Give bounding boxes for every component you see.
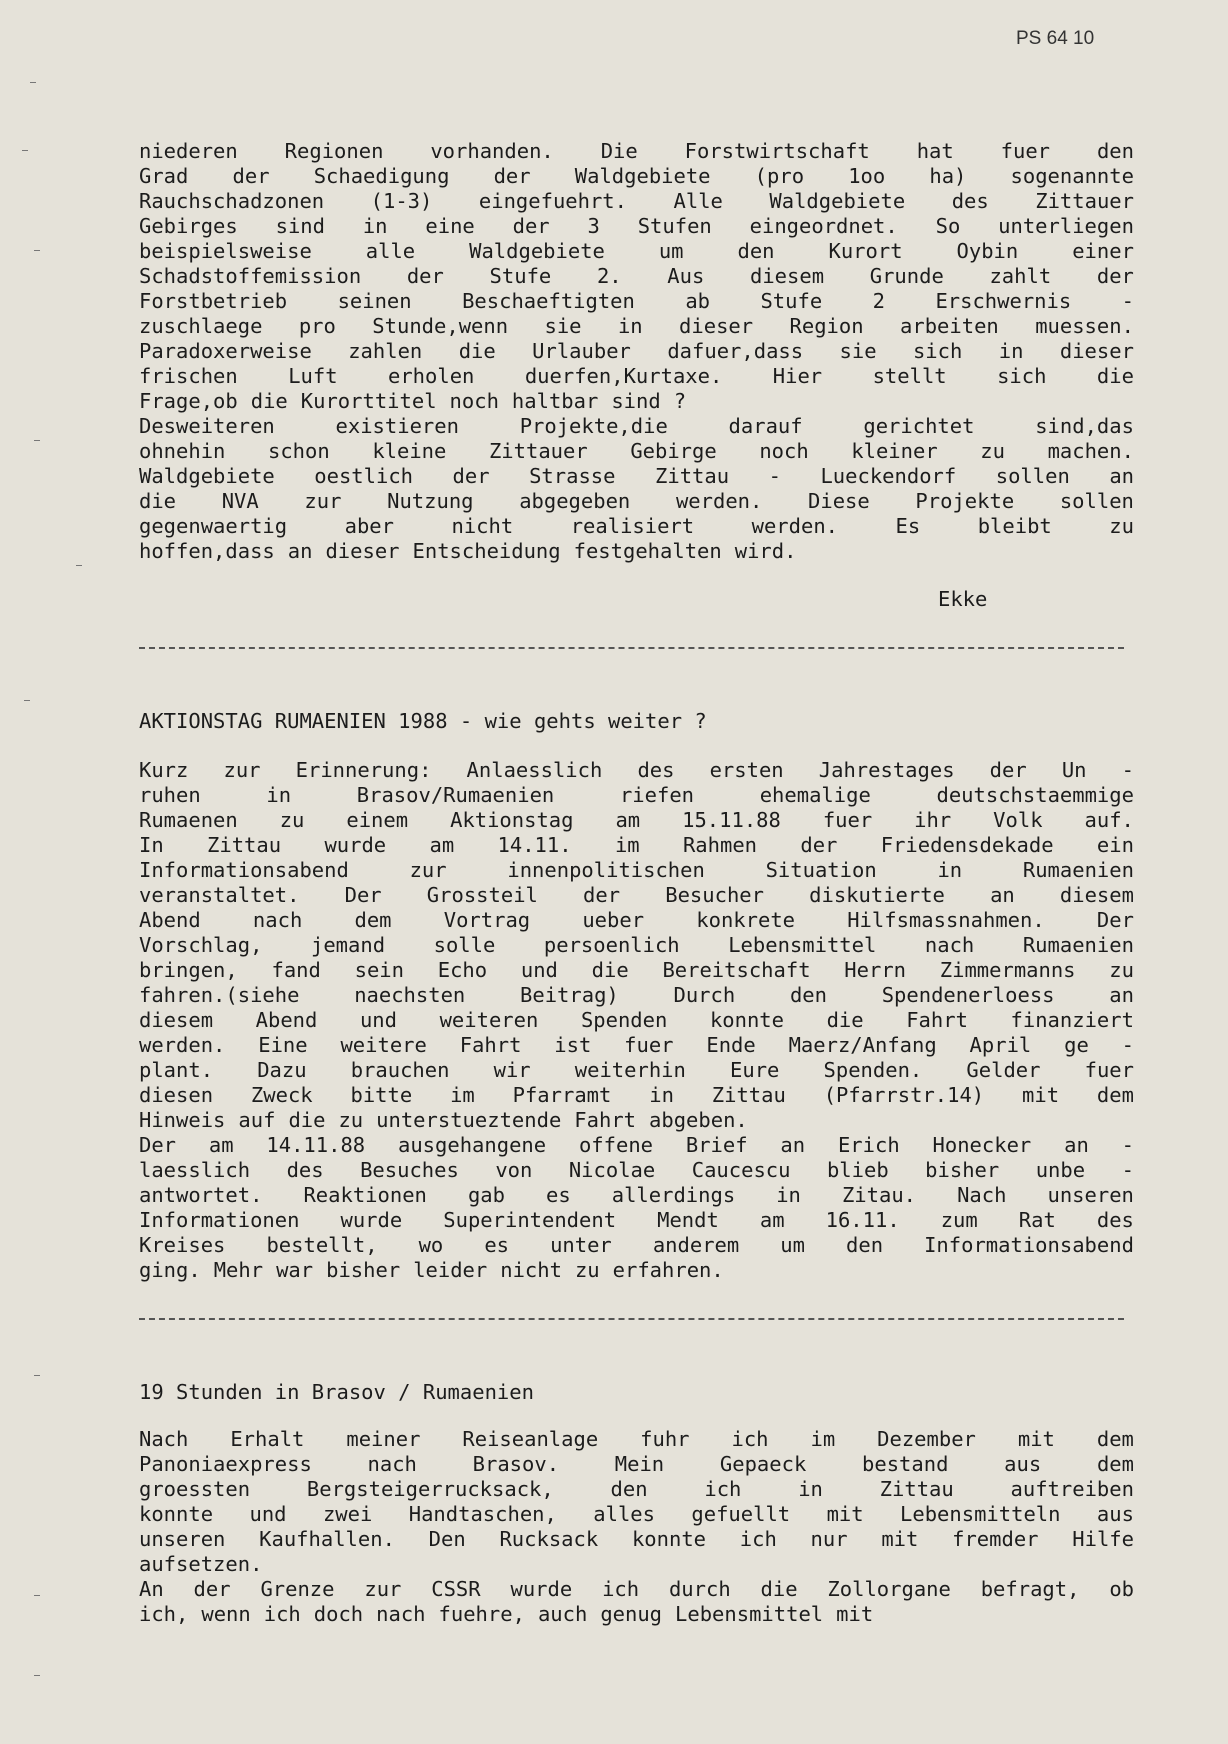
- text-line: Paradoxerweise zahlen die Urlauber dafuer,dass sie sich in dieser: [139, 339, 1134, 363]
- text-line: bringen, fand sein Echo und die Bereitschaft Herrn Zimmermanns zu: [139, 958, 1134, 982]
- text-line: Grad der Schaedigung der Waldgebiete (pro 1oo ha) sogenannte: [139, 164, 1134, 188]
- text-line: ohnehin schon kleine Zittauer Gebirge noch kleiner zu machen.: [139, 439, 1134, 463]
- text-line: Abend nach dem Vortrag ueber konkrete Hilfsmassnahmen. Der: [139, 908, 1134, 932]
- author-signature: Ekke: [938, 587, 988, 611]
- scan-speck: [34, 1595, 40, 1596]
- text-line: antwortet. Reaktionen gab es allerdings in Zitau. Nach unseren: [139, 1183, 1134, 1207]
- text-line: Waldgebiete oestlich der Strasse Zittau - Lueckendorf sollen an: [139, 464, 1134, 488]
- text-line: Forstbetrieb seinen Beschaeftigten ab Stufe 2 Erschwernis -: [139, 289, 1134, 313]
- text-line: Frage,ob die Kurorttitel noch haltbar sind ?: [139, 389, 687, 413]
- scan-speck: [30, 82, 36, 83]
- text-line: fahren.(siehe naechsten Beitrag) Durch den Spendenerloess an: [139, 983, 1134, 1007]
- heading-aktionstag: AKTIONSTAG RUMAENIEN 1988 - wie gehts weiter ?: [139, 709, 707, 733]
- text-line: laesslich des Besuches von Nicolae Caucescu blieb bisher unbe -: [139, 1158, 1134, 1182]
- dashed-divider: [139, 647, 1124, 649]
- text-line: Informationen wurde Superintendent Mendt am 16.11. zum Rat des: [139, 1208, 1134, 1232]
- text-line: Schadstoffemission der Stufe 2. Aus diesem Grunde zahlt der: [139, 264, 1134, 288]
- text-line: gegenwaertig aber nicht realisiert werden. Es bleibt zu: [139, 514, 1134, 538]
- text-line: unseren Kaufhallen. Den Rucksack konnte ich nur mit fremder Hilfe: [139, 1527, 1134, 1551]
- text-line: zuschlaege pro Stunde,wenn sie in dieser Region arbeiten muessen.: [139, 314, 1134, 338]
- text-line: ruhen in Brasov/Rumaenien riefen ehemalige deutschstaemmige: [139, 783, 1134, 807]
- text-line: die NVA zur Nutzung abgegeben werden. Diese Projekte sollen: [139, 489, 1134, 513]
- text-line: Rauchschadzonen (1-3) eingefuehrt. Alle Waldgebiete des Zittauer: [139, 189, 1134, 213]
- text-line: groessten Bergsteigerrucksack, den ich in Zittau auftreiben: [139, 1477, 1134, 1501]
- scan-speck: [34, 1375, 40, 1376]
- text-line: Panoniaexpress nach Brasov. Mein Gepaeck bestand aus dem: [139, 1452, 1134, 1476]
- text-line: Rumaenen zu einem Aktionstag am 15.11.88 fuer ihr Volk auf.: [139, 808, 1134, 832]
- page-number: PS 64 10: [1016, 28, 1095, 49]
- text-line: ging. Mehr war bisher leider nicht zu erfahren.: [139, 1258, 724, 1282]
- text-line: werden. Eine weitere Fahrt ist fuer Ende Maerz/Anfang April ge -: [139, 1033, 1134, 1057]
- text-line: Hinweis auf die zu unterstueztende Fahrt abgeben.: [139, 1108, 748, 1132]
- dashed-divider: [139, 1318, 1124, 1320]
- text-line: niederen Regionen vorhanden. Die Forstwirtschaft hat fuer den: [139, 139, 1134, 163]
- text-line: diesen Zweck bitte im Pfarramt in Zittau (Pfarrstr.14) mit dem: [139, 1083, 1134, 1107]
- text-line: An der Grenze zur CSSR wurde ich durch die Zollorgane befragt, ob: [139, 1577, 1134, 1601]
- text-line: beispielsweise alle Waldgebiete um den Kurort Oybin einer: [139, 239, 1134, 263]
- text-line: hoffen,dass an dieser Entscheidung festgehalten wird.: [139, 539, 797, 563]
- text-line: aufsetzen.: [139, 1552, 263, 1576]
- text-line: In Zittau wurde am 14.11. im Rahmen der Friedensdekade ein: [139, 833, 1134, 857]
- paragraph-forest-damage: [139, 139, 1134, 564]
- paragraph-brasov: [139, 1427, 1134, 1627]
- heading-brasov: 19 Stunden in Brasov / Rumaenien: [139, 1380, 534, 1404]
- text-line: ich, wenn ich doch nach fuehre, auch genug Lebensmittel mit: [139, 1602, 874, 1626]
- text-line: diesem Abend und weiteren Spenden konnte die Fahrt finanziert: [139, 1008, 1134, 1032]
- text-line: Informationsabend zur innenpolitischen Situation in Rumaenien: [139, 858, 1134, 882]
- scan-speck: [34, 440, 40, 441]
- scan-speck: [34, 250, 40, 251]
- text-line: Kreises bestellt, wo es unter anderem um den Informationsabend: [139, 1233, 1134, 1257]
- text-line: Der am 14.11.88 ausgehangene offene Brief an Erich Honecker an -: [139, 1133, 1134, 1157]
- text-line: Desweiteren existieren Projekte,die darauf gerichtet sind,das: [139, 414, 1134, 438]
- text-line: Vorschlag, jemand solle persoenlich Lebensmittel nach Rumaenien: [139, 933, 1134, 957]
- text-line: plant. Dazu brauchen wir weiterhin Eure Spenden. Gelder fuer: [139, 1058, 1134, 1082]
- scan-speck: [76, 565, 82, 566]
- text-line: Gebirges sind in eine der 3 Stufen eingeordnet. So unterliegen: [139, 214, 1134, 238]
- scan-speck: [22, 150, 28, 151]
- text-line: Kurz zur Erinnerung: Anlaesslich des ersten Jahrestages der Un -: [139, 758, 1134, 782]
- text-line: Nach Erhalt meiner Reiseanlage fuhr ich im Dezember mit dem: [139, 1427, 1134, 1451]
- text-line: frischen Luft erholen duerfen,Kurtaxe. Hier stellt sich die: [139, 364, 1134, 388]
- text-line: konnte und zwei Handtaschen, alles gefuellt mit Lebensmitteln aus: [139, 1502, 1134, 1526]
- scan-speck: [34, 1675, 40, 1676]
- scan-speck: [24, 700, 30, 701]
- paragraph-aktionstag: [139, 758, 1134, 1283]
- text-line: veranstaltet. Der Grossteil der Besucher diskutierte an diesem: [139, 883, 1134, 907]
